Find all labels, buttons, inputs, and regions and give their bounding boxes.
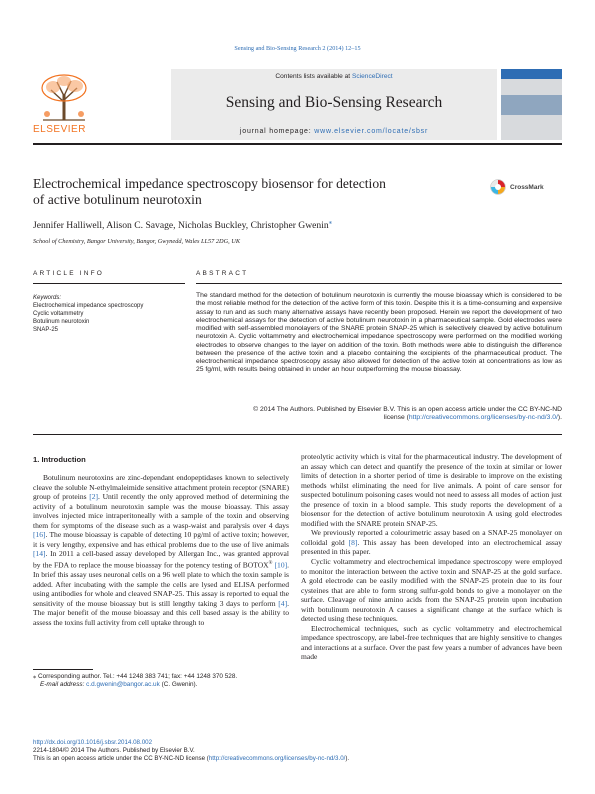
email-suffix: (C. Gwenin). (159, 681, 198, 689)
copyright-line: © 2014 The Authors. Published by Elsevier B.V. This is an open access article under the CC BY-NC-ND (253, 406, 562, 413)
crossmark-icon (490, 179, 506, 195)
homepage-link[interactable]: www.elsevier.com/locate/sbsr (314, 128, 429, 135)
authors-text: Jennifer Halliwell, Alison C. Savage, Nicholas Buckley, Christopher Gwenin (33, 220, 329, 232)
citation-link[interactable]: [8] (348, 537, 358, 547)
contents-line (171, 73, 497, 80)
text-run: . This assay has been developed into an electrochemical assay presented in this paper. (301, 537, 562, 557)
citation-link[interactable]: [10] (274, 560, 288, 570)
crossmark-badge[interactable] (490, 178, 560, 196)
citation-link[interactable]: [14] (33, 549, 46, 559)
text-run: Botulinum neurotoxins are zinc-dependant endopeptidases known to selectively cleave the soluble N-ethylmaleimide sensitive attachment protein receptor (SNARE) group of proteins (33, 473, 289, 502)
keyword: Electrochemical impedance spectroscopy (33, 303, 144, 309)
footnote-mark: ⁎ (33, 673, 37, 680)
footnote-rule (33, 669, 93, 670)
doi-link[interactable]: http://dx.doi.org/10.1016/j.sbsr.2014.08.002 (33, 739, 153, 746)
header-rule (33, 143, 562, 145)
footnote (33, 673, 237, 690)
registered-mark: ® (268, 560, 273, 566)
intro-paragraph (33, 473, 289, 627)
title-line-1: Electrochemical impedance spectroscopy biosensor for detection (33, 176, 386, 191)
right-column (301, 452, 562, 662)
contents-prefix: Contents lists available at (275, 73, 352, 80)
sciencedirect-link[interactable]: ScienceDirect (351, 73, 393, 80)
title-line-2: of active botulinum neurotoxin (33, 192, 202, 207)
license-suffix: ). (557, 414, 562, 422)
copyright-statement (196, 406, 562, 423)
author-list (33, 218, 332, 231)
abstract-heading: ABSTRACT (196, 270, 249, 277)
citation-link[interactable]: [2] (89, 492, 99, 502)
article-title (33, 176, 453, 208)
text-run: . The major benefit of the mouse bioassay and this cell based assay is the ability to assess the toxins full activity from cell uptake through to (33, 598, 289, 627)
open-access-line (33, 755, 349, 763)
info-rule-top (33, 283, 185, 284)
citation-link[interactable]: [4] (278, 598, 288, 608)
text-run: . The mouse bioassay is capable of detecting 10 pg/ml of active toxin; however, it is very lengthy, expensive and has ethical problems due to the use of live animals (33, 530, 289, 549)
homepage-prefix: journal homepage: (239, 128, 315, 135)
bottom-identifiers (33, 739, 349, 764)
keywords-label: Keywords: (33, 295, 62, 301)
cover-band (501, 69, 562, 79)
text-run: . In 2011 a cell-based assay developed by Allergan Inc., was granted approval by the FDA to replace the mouse bioassay for the potency testing of BOTOX (33, 549, 289, 570)
keywords-block (33, 294, 143, 334)
homepage-line (171, 128, 497, 135)
footnote-corresponding (33, 673, 237, 681)
journal-title: Sensing and Bio-Sensing Research (225, 94, 443, 111)
introduction-heading: 1. Introduction (33, 455, 86, 464)
left-column (33, 473, 289, 627)
citation-link[interactable]: [16] (33, 530, 46, 540)
keyword: SNAP-25 (33, 327, 59, 333)
oa-suffix: ). (345, 755, 350, 763)
keyword: Botulinum neurotoxin (33, 319, 90, 325)
issn-line: 2214-1804/© 2014 The Authors. Published by Elsevier B.V. (33, 747, 195, 755)
keyword: Cyclic voltammetry (33, 311, 84, 317)
intro-paragraph: Electrochemical techniques, such as cyclic voltammetry and electrochemical impedance spectroscopy, are label-free techniques that are highly sensitive to changes and interactions at a surface. Over the past few years a number of advances have been made (301, 623, 562, 662)
affiliation: School of Chemistry, Bangor University, Bangor, Gwynedd, Wales LL57 2DG, UK (33, 238, 241, 245)
email-label: E-mail address: (40, 681, 87, 689)
license-prefix: license ( (383, 414, 409, 422)
journal-reference[interactable]: Sensing and Bio-Sensing Research 2 (2014) 12–15 (234, 45, 361, 52)
cover-graphic (501, 95, 562, 115)
article-info-heading: ARTICLE INFO (33, 270, 105, 277)
text-run: We previously reported a colourimetric assay based on a SNAP-25 monolayer on colloidal gold (301, 528, 562, 547)
elsevier-wordmark: ELSEVIER (33, 124, 86, 135)
license-link[interactable]: http://creativecommons.org/licenses/by-nc-nd/3.0/ (408, 414, 558, 422)
abstract-rule-top (196, 283, 562, 284)
oa-license-link[interactable]: http://creativecommons.org/licenses/by-nc-nd/3.0/ (208, 755, 346, 763)
text-run: . Until recently the only approved method of determining the activity of a botulinum neurotoxin sample was the mouse bioassay. This assay involves injected mice intraperitoneally with a sample of the toxin and observing them for symptoms of the disease such as a wasp-waist and paralysis over 4 days (33, 492, 289, 530)
footnote-text: Corresponding author. Tel.: +44 1248 383 741; fax: +44 1248 370 528. (36, 673, 238, 680)
oa-prefix: This is an open access article under the CC BY-NC-ND license ( (33, 755, 209, 763)
footnote-email-line (33, 681, 237, 689)
email-link[interactable]: c.d.gwenin@bangor.ac.uk (86, 681, 160, 689)
text-run: . In brief this assay uses neuronal cells on a 96 well plate to which the toxin sample is added. After incubating with the sample the cells are lysed and ELISA performed using antibodies for whole and cleaved SNAP-25. This assay is reported to equal the sensitivity of the mouse bioassay but is still lengthy taking 3 days to perform (33, 560, 289, 608)
intro-paragraph (301, 528, 562, 557)
crossmark-label: CrossMark (510, 183, 544, 191)
license-line (196, 414, 562, 422)
intro-paragraph: proteolytic activity which is vital for the pharmaceutical industry. The development of an assay which can detect and quantify the presence of the toxin at similar or lower limits of detection in a shorter period of time is desirable to improve on the existing methods whilst eliminating the need for live animals. A point of care sensor for suspected botulinum poisoning cases would not need to assess all modes of action just the presence of toxin in a blood sample. This study reports the development of a biosensor for the detection of active botulinum neurotoxin A using gold electrodes modified with the SNARE protein SNAP-25. (301, 452, 562, 528)
intro-paragraph: Cyclic voltammetry and electrochemical impedance spectroscopy were employed to monitor the interaction between the active toxin and SNAP-25 at the gold surface. A gold electrode can be easily modified with the SNAP-25 protein due to its four cysteines that are able to form strong sulfur-gold bonds to give a monolayer on the surface. Cleavage of nine amino acids from the SNAP-25 protein upon incubation with botulinum neurotoxin A causes a significant change at the surface which is detected using these techniques. (301, 557, 562, 624)
corresponding-author-mark[interactable]: ⁎ (328, 218, 333, 226)
abstract-text: The standard method for the detection of botulinum neurotoxin is currently the mouse bioassay which is considered to be the most reliable method for the detection of the active form of this toxin. Despite this it is a time-consuming and expensive assay to run and as such many alternative assays have recently been proposed. Herein we report the development of two electrochemical assays for the detection of active botulinum neurotoxin in a pharmaceutical sample. Gold electrodes were modified with self-assembled monolayers of the SNARE protein SNAP-25 which is selectively cleaved by active botulinum neurotoxin A. Cyclic voltammetry and electrochemical impedance spectroscopy were performed on the modified working electrodes to observe changes to the layer on addition of the toxin. Both methods were able to distinguish the difference between the presence of the active toxin and a placebo containing the excipients of the pharmaceutical product. The electrochemical impedance spectroscopy assay also allowed for detection of the active toxin at concentrations as low as 25 fg/ml, with results being obtained in under an hour outperforming the mouse bioassay. (196, 292, 562, 374)
abstract-rule-bottom (33, 434, 562, 435)
